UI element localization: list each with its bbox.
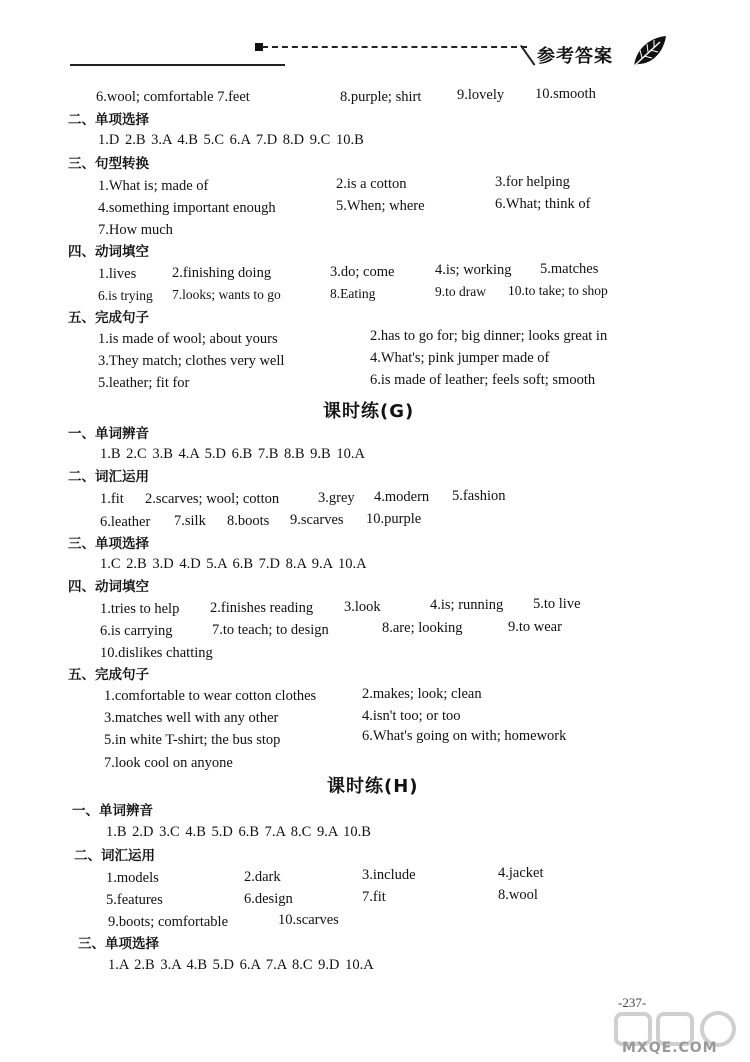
answer-item: 8.Eating xyxy=(330,286,376,301)
answer-item: 7.fit xyxy=(362,889,386,905)
answer-item: 4.jacket xyxy=(498,865,544,881)
answer-item: 1.models xyxy=(106,870,159,886)
answer-item: 10.purple xyxy=(366,511,422,527)
answer-item: 4.something important enough xyxy=(98,200,276,216)
answer-item: 1.is made of wool; about yours xyxy=(98,331,278,347)
answer-item: 9.scarves xyxy=(290,512,344,528)
answer-item: 10.smooth xyxy=(535,86,596,102)
answer-item: 7.silk xyxy=(174,513,206,529)
answer-item: 6.What; think of xyxy=(495,196,591,212)
answer-item: 6.is made of leather; feels soft; smooth xyxy=(370,372,596,388)
leaf-icon xyxy=(630,34,670,70)
section-heading: 一、单词辨音 xyxy=(72,803,153,819)
answer-item: 2.has to go for; big dinner; looks great in xyxy=(370,328,608,344)
section-heading: 一、单词辨音 xyxy=(68,426,149,442)
answer-item: 7.to teach; to design xyxy=(212,622,329,638)
answer-item: 3.grey xyxy=(318,490,355,506)
section-heading: 三、单项选择 xyxy=(78,936,159,952)
answer-item: 6.design xyxy=(244,891,293,907)
section-heading: 五、完成句子 xyxy=(68,667,149,683)
page-number: -237- xyxy=(618,995,647,1010)
answer-item: 6.What's going on with; homework xyxy=(362,728,567,744)
answer-item: 2.makes; look; clean xyxy=(362,686,482,702)
answer-item: 2.finishing doing xyxy=(172,265,272,281)
answer-item: 5.in white T-shirt; the bus stop xyxy=(104,732,281,748)
section-title-g: 课时练(G) xyxy=(323,401,415,422)
section-heading: 三、句型转换 xyxy=(68,156,149,172)
section-heading: 二、词汇运用 xyxy=(74,848,155,864)
answer-item: 6.leather xyxy=(100,514,151,530)
answer-item: 10.dislikes chatting xyxy=(100,645,213,661)
answer-item: 2.finishes reading xyxy=(210,600,314,616)
answer-item: 1.tries to help xyxy=(100,601,180,617)
answer-item: 9.boots; comfortable xyxy=(108,914,229,930)
answer-item: 9.lovely xyxy=(457,87,505,103)
answer-item: 8.wool xyxy=(498,887,538,903)
section-heading: 四、动词填空 xyxy=(68,244,149,260)
answer-item: 7.How much xyxy=(98,222,173,238)
answer-item: 8.purple; shirt xyxy=(340,89,422,105)
answer-item: 8.boots xyxy=(227,513,270,529)
answer-item: 5.features xyxy=(106,892,163,908)
header-dashed-rule xyxy=(262,46,527,48)
answer-item: 8.are; looking xyxy=(382,620,463,636)
answer-item: 6.is carrying xyxy=(100,623,173,639)
answer-item: 3.matches well with any other xyxy=(104,710,279,726)
answer-item: 1.lives xyxy=(98,266,137,282)
answer-item: 1.What is; made of xyxy=(98,178,209,194)
answer-item: 5.matches xyxy=(540,261,599,277)
answer-item: 3.include xyxy=(362,867,416,883)
answer-item: 10.to take; to shop xyxy=(508,283,608,298)
answer-item: 3.They match; clothes very well xyxy=(98,353,285,369)
answer-item: 3.look xyxy=(344,599,381,615)
answer-item: 2.dark xyxy=(244,869,281,885)
watermark-text: MXQE.COM xyxy=(622,1040,718,1056)
section-heading: 五、完成句子 xyxy=(68,310,149,326)
answer-item: 4.is; working xyxy=(435,262,512,278)
answer-item: 9.to wear xyxy=(508,619,562,635)
answer-item: 4.modern xyxy=(374,489,430,505)
answer-item: 6.is trying xyxy=(98,288,153,303)
answer-item: 3.for helping xyxy=(495,174,570,190)
answer-item: 5.fashion xyxy=(452,488,506,504)
section-title-h: 课时练(H) xyxy=(327,776,419,797)
answer-item: 4.What's; pink jumper made of xyxy=(370,350,550,366)
answer-item: 6.wool; comfortable 7.feet xyxy=(96,89,250,105)
answer-item: 5.When; where xyxy=(336,198,425,214)
answer-item: 3.do; come xyxy=(330,264,395,280)
answer-item: 5.leather; fit for xyxy=(98,375,190,391)
answer-item: 5.to live xyxy=(533,596,581,612)
section-heading: 三、单项选择 xyxy=(68,536,149,552)
answer-item: 10.scarves xyxy=(278,912,339,928)
answer-item: 1.comfortable to wear cotton clothes xyxy=(104,688,317,704)
answer-row: 1.A 2.B 3.A 4.B 5.D 6.A 7.A 8.C 9.D 10.A xyxy=(108,957,374,973)
answer-row: 1.D 2.B 3.A 4.B 5.C 6.A 7.D 8.D 9.C 10.B xyxy=(98,132,364,148)
answer-item: 1.fit xyxy=(100,491,124,507)
header-title: 参考答案 xyxy=(537,46,613,67)
answer-item: 7.looks; wants to go xyxy=(172,287,281,302)
answer-item: 7.look cool on anyone xyxy=(104,755,233,771)
section-heading: 二、单项选择 xyxy=(68,112,149,128)
answer-item: 2.scarves; wool; cotton xyxy=(145,491,280,507)
header-rule xyxy=(70,64,285,66)
answer-item: 9.to draw xyxy=(435,284,486,299)
section-heading: 二、词汇运用 xyxy=(68,469,149,485)
section-heading: 四、动词填空 xyxy=(68,579,149,595)
answer-item: 4.is; running xyxy=(430,597,504,613)
answer-item: 2.is a cotton xyxy=(336,176,407,192)
answer-row: 1.B 2.D 3.C 4.B 5.D 6.B 7.A 8.C 9.A 10.B xyxy=(106,824,371,840)
answer-row: 1.B 2.C 3.B 4.A 5.D 6.B 7.B 8.B 9.B 10.A xyxy=(100,446,365,462)
answer-item: 4.isn't too; or too xyxy=(362,708,461,724)
header-slant-rule xyxy=(520,45,535,66)
answer-row: 1.C 2.B 3.D 4.D 5.A 6.B 7.D 8.A 9.A 10.A xyxy=(100,556,367,572)
